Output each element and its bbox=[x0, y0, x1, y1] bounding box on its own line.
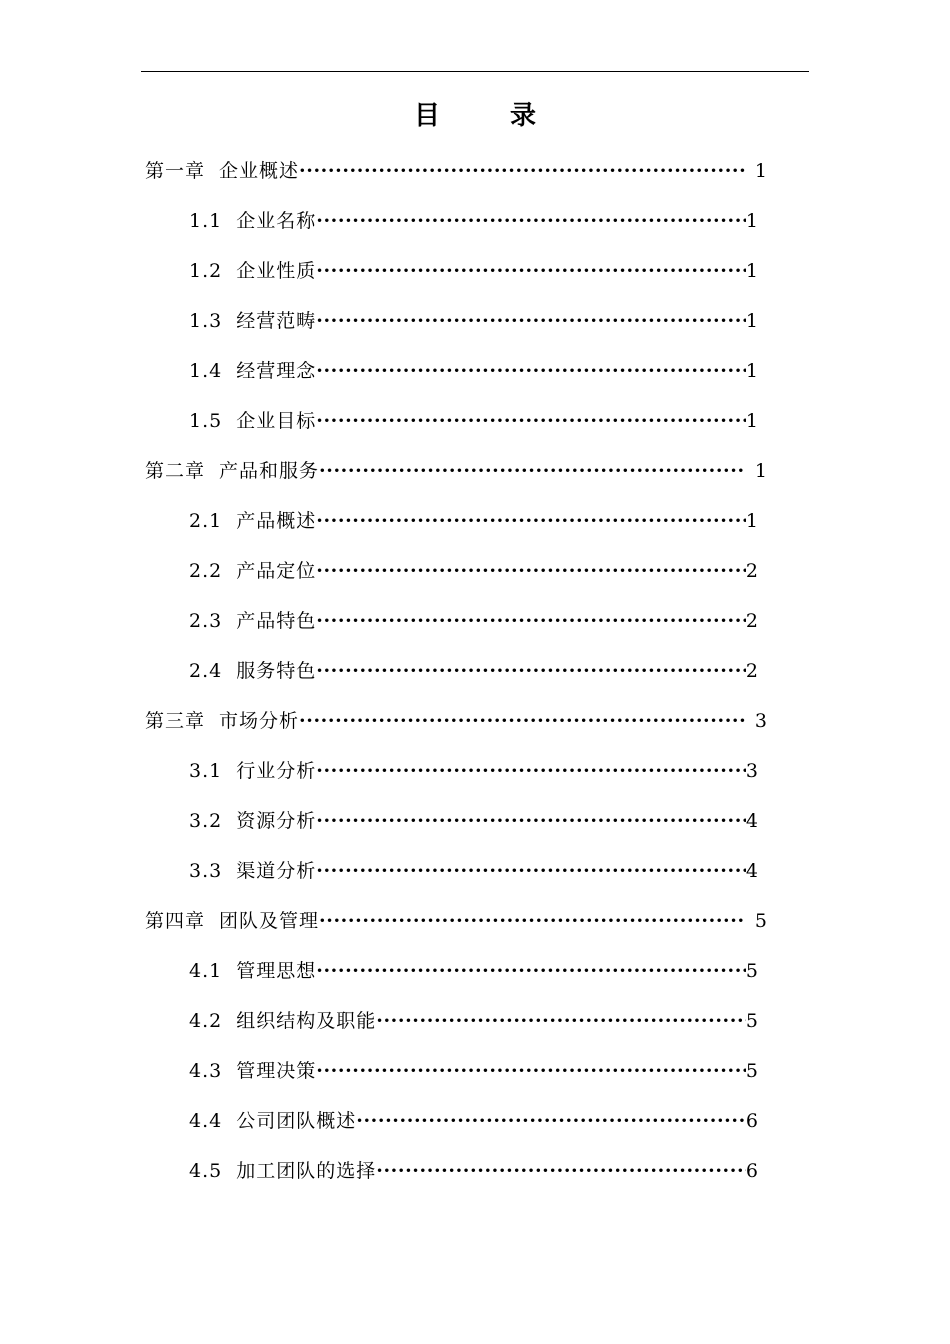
toc-chapter-entry[interactable] bbox=[0, 696, 767, 746]
toc-page-number: 1 bbox=[745, 210, 758, 232]
toc-entry-number: 2.2 bbox=[189, 560, 223, 582]
toc-section-entry[interactable] bbox=[0, 796, 758, 846]
toc-entry-number: 第三章 bbox=[145, 710, 206, 732]
toc-page-number: 6 bbox=[745, 1110, 758, 1132]
toc-entry-label: 加工团队的选择 bbox=[236, 1160, 377, 1182]
toc-entry-label: 产品定位 bbox=[236, 560, 317, 582]
toc-page-number: 4 bbox=[745, 810, 758, 832]
toc-page-number: 1 bbox=[745, 310, 758, 332]
toc-entry-label: 产品和服务 bbox=[219, 460, 320, 482]
toc-entry-number: 2.3 bbox=[189, 610, 223, 632]
toc-section-entry[interactable] bbox=[0, 346, 758, 396]
toc-entry-label: 产品概述 bbox=[236, 510, 317, 532]
toc-entry-number: 3.3 bbox=[189, 860, 223, 882]
toc-chapter-entry[interactable] bbox=[0, 896, 767, 946]
toc-section-entry[interactable] bbox=[0, 496, 758, 546]
toc-entry-number: 4.3 bbox=[189, 1060, 223, 1082]
toc-dot-leader bbox=[376, 1157, 746, 1185]
toc-entry-label: 企业名称 bbox=[236, 210, 317, 232]
toc-dot-leader bbox=[316, 757, 746, 785]
toc-page-number: 5 bbox=[754, 910, 767, 932]
toc-dot-leader bbox=[376, 1007, 746, 1035]
toc-page-number: 1 bbox=[745, 410, 758, 432]
toc-chapter-entry[interactable] bbox=[0, 146, 767, 196]
toc-page-number: 1 bbox=[754, 460, 767, 482]
toc-entry-label: 团队及管理 bbox=[219, 910, 320, 932]
toc-dot-leader bbox=[316, 957, 746, 985]
toc-dot-leader bbox=[316, 257, 746, 285]
toc-entry-number: 1.3 bbox=[189, 310, 223, 332]
toc-entry-label: 管理思想 bbox=[236, 960, 317, 982]
toc-section-entry[interactable] bbox=[0, 1096, 758, 1146]
toc-page-number: 1 bbox=[745, 260, 758, 282]
toc-section-entry[interactable] bbox=[0, 396, 758, 446]
toc-section-entry[interactable] bbox=[0, 246, 758, 296]
toc-entry-number: 第一章 bbox=[145, 160, 206, 182]
toc-entry-number: 1.1 bbox=[189, 210, 223, 232]
toc-dot-leader bbox=[316, 1057, 746, 1085]
toc-entry-label: 管理决策 bbox=[236, 1060, 317, 1082]
toc-page-number: 1 bbox=[745, 360, 758, 382]
toc-page-number: 3 bbox=[754, 710, 767, 732]
toc-entry-label: 企业概述 bbox=[219, 160, 300, 182]
toc-entry-number: 4.2 bbox=[189, 1010, 223, 1032]
toc-entry-label: 产品特色 bbox=[236, 610, 317, 632]
toc-dot-leader bbox=[299, 157, 745, 185]
toc-page-number: 2 bbox=[745, 610, 758, 632]
toc-title: 目 录 bbox=[413, 101, 558, 131]
toc-page-number: 6 bbox=[745, 1160, 758, 1182]
toc-dot-leader bbox=[356, 1107, 746, 1135]
toc-dot-leader bbox=[299, 707, 745, 735]
toc-entry-label: 资源分析 bbox=[236, 810, 317, 832]
toc-page-number: 1 bbox=[745, 510, 758, 532]
toc-dot-leader bbox=[316, 507, 746, 535]
toc-entry-number: 2.4 bbox=[189, 660, 223, 682]
toc-section-entry[interactable] bbox=[0, 1046, 758, 1096]
toc-dot-leader bbox=[316, 207, 746, 235]
toc-section-entry[interactable] bbox=[0, 846, 758, 896]
toc-entry-number: 第四章 bbox=[145, 910, 206, 932]
toc-page-number: 1 bbox=[754, 160, 767, 182]
toc-dot-leader bbox=[316, 857, 746, 885]
toc-dot-leader bbox=[316, 557, 746, 585]
toc-entry-number: 4.5 bbox=[189, 1160, 223, 1182]
toc-entry-label: 公司团队概述 bbox=[236, 1110, 357, 1132]
toc-section-entry[interactable] bbox=[0, 196, 758, 246]
toc-entry-label: 经营理念 bbox=[236, 360, 317, 382]
toc-entry-label: 组织结构及职能 bbox=[236, 1010, 377, 1032]
toc-dot-leader bbox=[319, 457, 745, 485]
toc-section-entry[interactable] bbox=[0, 296, 758, 346]
toc-section-entry[interactable] bbox=[0, 746, 758, 796]
toc-page-number: 2 bbox=[745, 660, 758, 682]
toc-entry-label: 企业目标 bbox=[236, 410, 317, 432]
toc-entry-label: 渠道分析 bbox=[236, 860, 317, 882]
toc-section-entry[interactable] bbox=[0, 1146, 758, 1196]
toc-entry-number: 1.4 bbox=[189, 360, 223, 382]
toc-entry-number: 1.2 bbox=[189, 260, 223, 282]
toc-entry-label: 市场分析 bbox=[219, 710, 300, 732]
toc-entry-label: 经营范畴 bbox=[236, 310, 317, 332]
toc-section-entry[interactable] bbox=[0, 596, 758, 646]
toc-entry-number: 3.2 bbox=[189, 810, 223, 832]
toc-entry-number: 1.5 bbox=[189, 410, 223, 432]
toc-dot-leader bbox=[316, 807, 746, 835]
toc-dot-leader bbox=[316, 357, 746, 385]
toc-entry-label: 服务特色 bbox=[236, 660, 317, 682]
toc-section-entry[interactable] bbox=[0, 646, 758, 696]
toc-entry-number: 2.1 bbox=[189, 510, 223, 532]
toc-section-entry[interactable] bbox=[0, 946, 758, 996]
toc-dot-leader bbox=[316, 307, 746, 335]
toc-page-number: 3 bbox=[745, 760, 758, 782]
toc-dot-leader bbox=[316, 607, 746, 635]
toc-page-number: 5 bbox=[745, 1060, 758, 1082]
toc-page-number: 2 bbox=[745, 560, 758, 582]
toc-dot-leader bbox=[316, 657, 746, 685]
toc-page-number: 5 bbox=[745, 960, 758, 982]
toc-entry-number: 第二章 bbox=[145, 460, 206, 482]
toc-page-number: 5 bbox=[745, 1010, 758, 1032]
toc-dot-leader bbox=[319, 907, 745, 935]
toc-dot-leader bbox=[316, 407, 746, 435]
toc-entry-number: 4.4 bbox=[189, 1110, 223, 1132]
toc-section-entry[interactable] bbox=[0, 996, 758, 1046]
table-of-contents bbox=[0, 146, 950, 1196]
header-rule bbox=[141, 71, 809, 72]
toc-entry-number: 4.1 bbox=[189, 960, 223, 982]
toc-entry-label: 企业性质 bbox=[236, 260, 317, 282]
toc-entry-label: 行业分析 bbox=[236, 760, 317, 782]
toc-entry-number: 3.1 bbox=[189, 760, 223, 782]
toc-chapter-entry[interactable] bbox=[0, 446, 767, 496]
toc-section-entry[interactable] bbox=[0, 546, 758, 596]
toc-page-number: 4 bbox=[745, 860, 758, 882]
